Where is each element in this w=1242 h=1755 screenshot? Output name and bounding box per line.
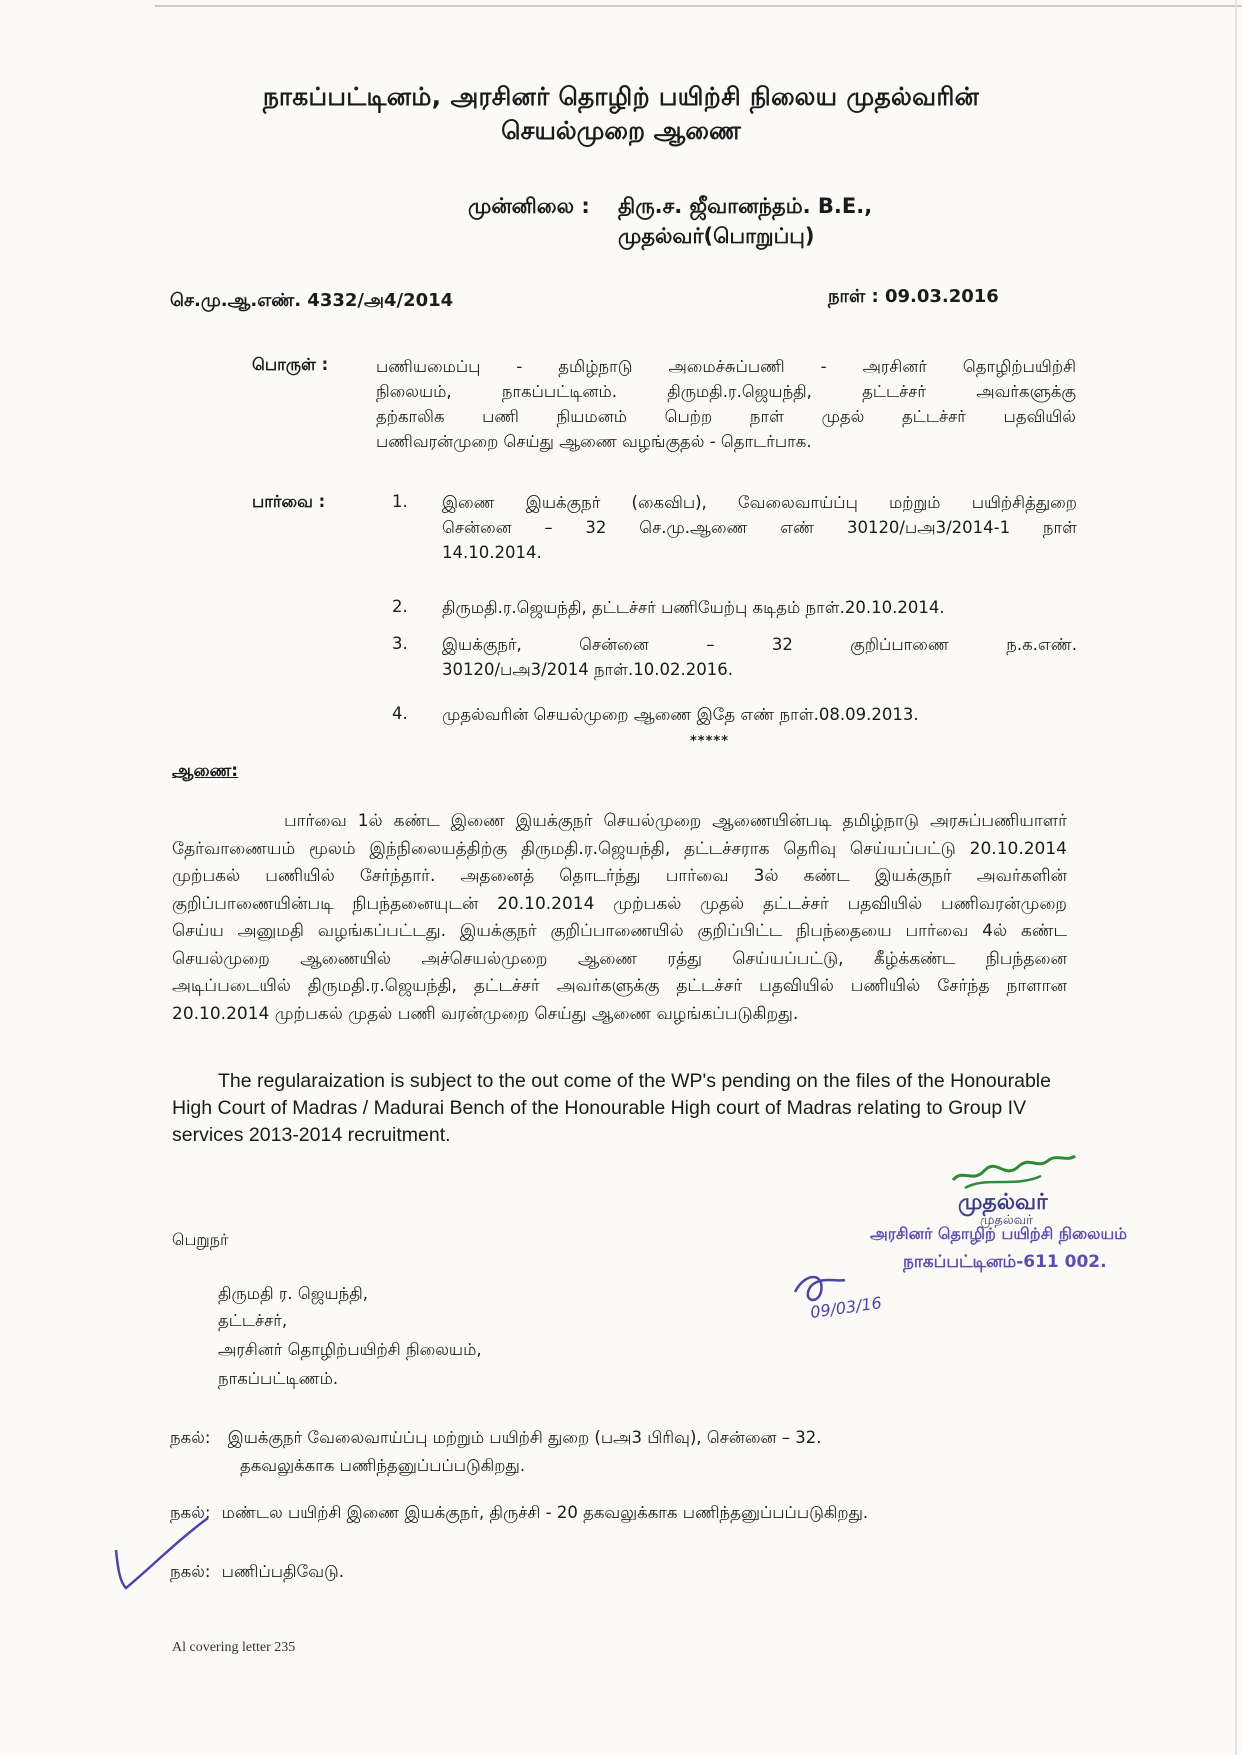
order-label: ஆணை: (172, 761, 239, 781)
order-body (172, 808, 1067, 1028)
signatory-title: முதல்வர் (958, 1190, 1048, 1215)
presence-name: திரு.ச. ஜீவானந்தம். B.E., (618, 194, 873, 218)
references-label: பார்வை : (252, 492, 326, 511)
reference-item (442, 702, 1077, 727)
initial-date: 09/03/16 (809, 1293, 883, 1322)
copy-entry (170, 1428, 821, 1450)
order-title-line1: நாகப்பட்டினம், அரசினர் தொழிற் பயிற்சி நிலைய முதல்வரின் (262, 82, 980, 111)
copy-label: நகல்: (170, 1503, 211, 1522)
reference-item-number: 1. (392, 492, 408, 511)
copy-label: நகல்: (170, 1428, 211, 1447)
date-label: நாள் : (828, 286, 879, 307)
copy-text: பணிப்பதிவேடு. (221, 1562, 345, 1581)
order-title-line2: செயல்முறை ஆணை (501, 116, 741, 145)
reference-line: இயக்குநர், சென்னை – 32 குறிப்பாணை ந.க.எண். (442, 635, 1077, 654)
reference-item-number: 3. (392, 634, 408, 653)
reference-item (442, 595, 1077, 620)
order-line: குறிப்பாணையின்படி நிபந்தனையுடன் 20.10.2014 முற்பகல் முதல் தட்டச்சர் பதவியில் பணிவரன்முறை (172, 893, 1067, 914)
reference-line: 30120/பஅ3/2014 நாள்.10.02.2016. (442, 660, 734, 679)
copy-entry (170, 1562, 344, 1584)
reference-item-number: 2. (392, 597, 408, 616)
footer-note: Al covering letter 235 (172, 1640, 296, 1655)
reference-item (442, 632, 1077, 682)
recipient-line: அரசினர் தொழிற்பயிற்சி நிலையம், (218, 1340, 482, 1359)
presence-label: முன்னிலை : (468, 194, 590, 218)
tick-mark (108, 1510, 218, 1600)
copy-text: இயக்குநர் வேலைவாய்ப்பு மற்றும் பயிற்சி துறை (பஅ3 பிரிவு), சென்னை – 32. (227, 1428, 822, 1447)
reference-line: சென்னை – 32 செ.மு.ஆணை எண் 30120/பஅ3/2014-1 நாள் (442, 518, 1077, 537)
english-line: The regularaization is subject to the out come of the WP's pending on the files of the Honourable (218, 1070, 1051, 1092)
order-line: தேர்வாணையம் மூலம் இந்நிலையத்திற்கு திருமதி.ர.ஜெயந்தி, தட்டச்சராக தெரிவு செய்யப்பட்டு 20.10.2014 (172, 838, 1067, 859)
order-line: முற்பகல் பணியில் சேர்ந்தார். அதனைத் தொடர்ந்து பார்வை 3ல் கண்ட இயக்குநர் அவர்களின் (172, 866, 1067, 886)
subject-label: பொருள் : (252, 355, 329, 374)
reference-number: செ.மு.ஆ.எண். 4332/அ4/2014 (170, 290, 454, 311)
copy-label: நகல்: (170, 1562, 211, 1581)
order-line: செயல்முறை ஆணையில் அச்செயல்முறை ஆணை ரத்து செய்யப்பட்டு, கீழ்க்கண்ட நிபந்தனை (172, 948, 1067, 969)
reference-line: திருமதி.ர.ஜெயந்தி, தட்டச்சர் பணியேற்பு கடிதம் நாள்.20.10.2014. (442, 598, 945, 617)
english-line: High Court of Madras / Madurai Bench of the Honourable High court of Madras relating to Group IV (172, 1097, 1027, 1119)
english-line: services 2013-2014 recruitment. (172, 1124, 451, 1146)
stamp-institute: அரசினர் தொழிற் பயிற்சி நிலையம் (870, 1224, 1128, 1243)
order-line: செய்ய அனுமதி வழங்கப்பட்டது. இயக்குநர் குறிப்பாணையில் குறிப்பிட்ட நிபந்தையை பார்வை 4ல் கண்ட (172, 921, 1067, 941)
reference-item (442, 490, 1077, 565)
stamp-address: நாகப்பட்டினம்-611 002. (903, 1252, 1107, 1272)
order-line: 20.10.2014 முற்பகல் முதல் பணி வரன்முறை செய்து ஆணை வழங்கப்படுகிறது. (172, 1003, 799, 1024)
recipient-label: பெறுநர் (172, 1230, 229, 1249)
order-line: அடிப்படையில் திருமதி.ர.ஜெயந்தி, தட்டச்சர் அவர்களுக்கு தட்டச்சர் பதவியில் பணியில் சேர்ந்த நாளான (172, 976, 1067, 996)
order-date: 09.03.2016 (884, 286, 999, 307)
presence-designation: முதல்வர்(பொறுப்பு) (618, 224, 815, 248)
subject-text (376, 354, 1076, 454)
recipient-line: நாகப்பட்டிணம். (218, 1369, 339, 1388)
recipient-line: திருமதி ர. ஜெயந்தி, (218, 1284, 368, 1303)
reference-line: இணை இயக்குநர் (கைவிப), வேலைவாய்ப்பு மற்றும் பயிற்சித்துறை (442, 493, 1077, 512)
order-line: பார்வை 1ல் கண்ட இணை இயக்குநர் செயல்முறை ஆணையின்படி தமிழ்நாடு அரசுப்பணியாளர் (284, 811, 1067, 831)
subject-line: நிலையம், நாகப்பட்டினம். திருமதி.ர.ஜெயந்தி, தட்டச்சர் அவர்களுக்கு (376, 382, 1076, 401)
reference-line: 14.10.2014. (442, 543, 542, 562)
separator-stars: ***** (690, 734, 729, 749)
order-date-block (828, 286, 999, 309)
subject-line: பணியமைப்பு - தமிழ்நாடு அமைச்சுப்பணி - அரசினர் தொழிற்பயிற்சி (376, 357, 1076, 376)
reference-line: முதல்வரின் செயல்முறை ஆணை இதே எண் நாள்.08.09.2013. (442, 705, 919, 724)
subject-line: பணிவரன்முறை செய்து ஆணை வழங்குதல் - தொடர்பாக. (376, 432, 812, 451)
recipient-line: தட்டச்சர், (218, 1311, 288, 1330)
subject-line: தற்காலிக பணி நியமனம் பெற்ற நாள் முதல் தட்டச்சர் பதவியில் (376, 407, 1076, 426)
copy-text: மண்டல பயிற்சி இணை இயக்குநர், திருச்சி - 20 தகவலுக்காக பணிந்தனுப்பப்படுகிறது. (221, 1503, 869, 1522)
signatory-title-small: முதல்வர் (980, 1213, 1033, 1228)
copy-entry (170, 1503, 868, 1525)
english-condition-paragraph (172, 1068, 1118, 1149)
copy-text: தகவலுக்காக பணிந்தனுப்பப்படுகிறது. (240, 1456, 526, 1475)
reference-item-number: 4. (392, 704, 408, 723)
